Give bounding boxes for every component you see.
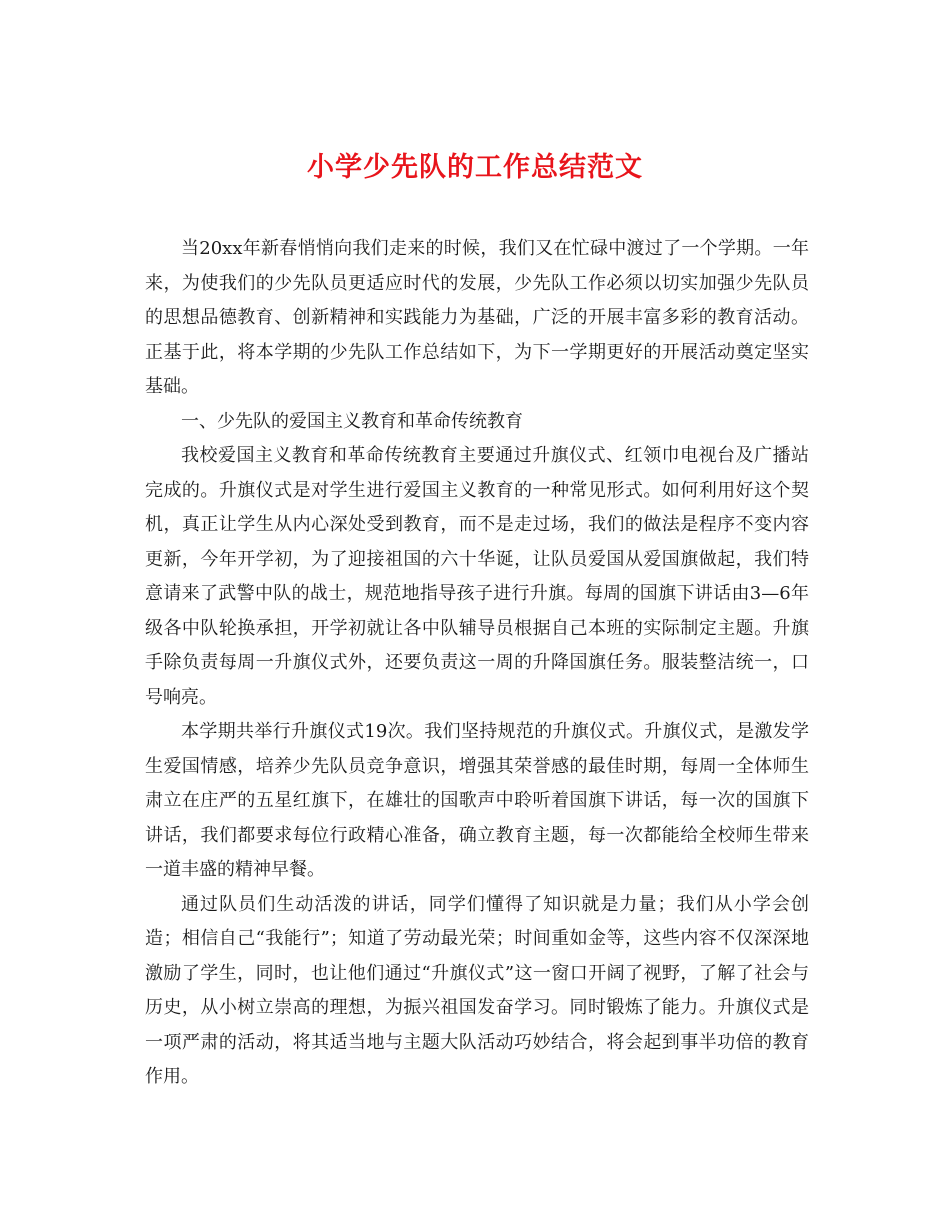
paragraph-intro: 当20xx年新春悄悄向我们走来的时候，我们又在忙碌中渡过了一个学期。一年来，为使我们的少先队员更适应时代的发展，少先队工作必须以切实加强少先队员的思想品德教育、创新精神和实践能力为基础，广泛的开展丰富多彩的教育活动。正基于此，将本学期的少先队工作总结如下，为下一学期更好的开展活动奠定坚实基础。 bbox=[145, 238, 809, 397]
paragraph-flag-ceremony: 我校爱国主义教育和革命传统教育主要通过升旗仪式、红领巾电视台及广播站完成的。升旗仪式是对学生进行爱国主义教育的一种常见形式。如何利用好这个契机，真正让学生从内心深处受到教育，而不是走过场，我们的做法是程序不变内容更新，今年开学初，为了迎接祖国的六十华诞，让队员爱国从爱国旗做起，我们特意请来了武警中队的战士，规范地指导孩子进行升旗。每周的国旗下讲话由3—6年级各中队轮换承担，开学初就让各中队辅导员根据自己本班的实际制定主题。升旗手除负责每周一升旗仪式外，还要负责这一周的升降国旗任务。服装整洁统一，口号响亮。 bbox=[145, 445, 809, 708]
section-heading-1: 一、少先队的爱国主义教育和革命传统教育 bbox=[181, 410, 523, 432]
document-title: 小学少先队的工作总结范文 bbox=[307, 152, 643, 184]
document-body bbox=[145, 232, 809, 1095]
paragraph-flag-count: 本学期共举行升旗仪式19次。我们坚持规范的升旗仪式。升旗仪式，是激发学生爱国情感，培养少先队员竞争意识，增强其荣誉感的最佳时期，每周一全体师生肃立在庄严的五星红旗下，在雄壮的国歌声中聆听着国旗下讲话，每一次的国旗下讲话，我们都要求每位行政精心准备，确立教育主题，每一次都能给全校师生带来一道丰盛的精神早餐。 bbox=[145, 721, 809, 880]
paragraph-speech-effect: 通过队员们生动活泼的讲话，同学们懂得了知识就是力量；我们从小学会创造；相信自己“我能行”；知道了劳动最光荣；时间重如金等，这些内容不仅深深地激励了学生，同时，也让他们通过“升旗仪式”这一窗口开阔了视野，了解了社会与历史，从小树立崇高的理想，为振兴祖国发奋学习。同时锻炼了能力。升旗仪式是一项严肃的活动，将其适当地与主题大队活动巧妙结合，将会起到事半功倍的教育作用。 bbox=[145, 893, 809, 1087]
